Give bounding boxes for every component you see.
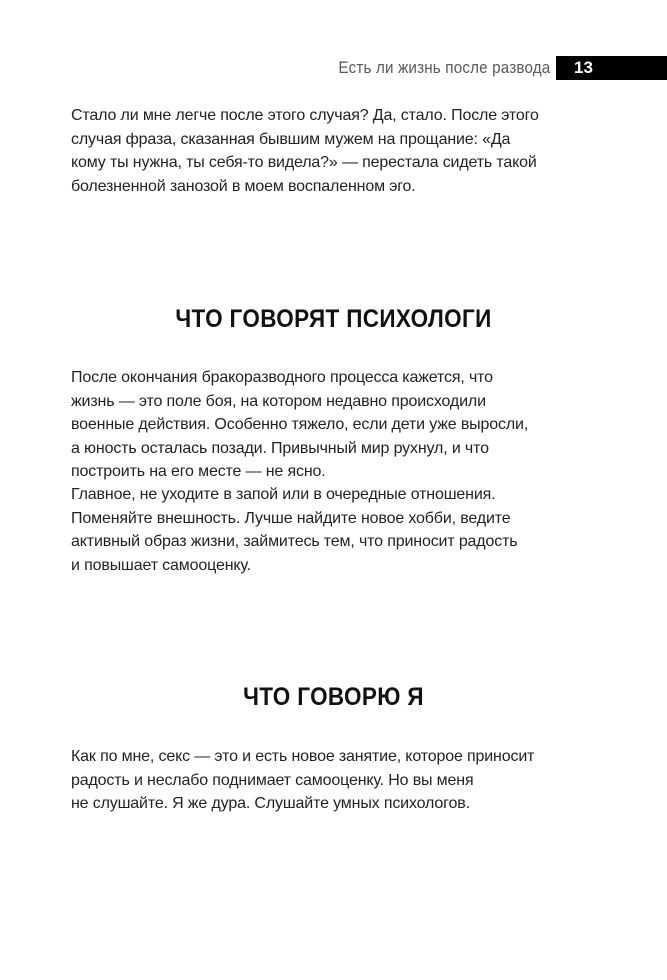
section-heading-me: ЧТО ГОВОРЮ Я: [243, 683, 424, 711]
psychologists-paragraph-2: [71, 483, 541, 577]
text-line: и повышает самооценку.: [71, 556, 251, 574]
me-paragraph-1: [71, 745, 541, 816]
page-number-box: [556, 56, 667, 80]
intro-paragraph: [71, 104, 541, 198]
text-line: военные действия. Особенно тяжело, если дети уже выросли,: [71, 416, 529, 434]
text-line: радость и неслабо поднимает самооценку. Но вы меня: [71, 771, 474, 789]
text-line: Главное, не уходите в запой или в очередные отношения.: [71, 486, 496, 503]
text-line: Как по мне, секс — это и есть новое занятие, которое приносит: [71, 748, 535, 765]
running-title: Есть ли жизнь после развода: [337, 59, 550, 77]
text-line: кому ты нужна, ты себя-то видела?» — перестала сидеть такой: [71, 154, 537, 172]
text-line: болезненной занозой в моем воспаленном эго.: [71, 177, 416, 195]
running-header: [0, 56, 667, 80]
text-line: После окончания бракоразводного процесса кажется, что: [71, 369, 493, 386]
text-line: жизнь — это поле боя, на котором недавно происходили: [71, 392, 486, 410]
text-line: построить на его месте — не ясно.: [71, 463, 326, 481]
text-line: случая фраза, сказанная бывшим мужем на прощание: «Да: [71, 130, 511, 148]
page-number: 13: [574, 58, 593, 77]
section-heading-psychologists: ЧТО ГОВОРЯТ ПСИХОЛОГИ: [175, 305, 492, 333]
text-line: активный образ жизни, займитесь тем, что приносит радость: [71, 533, 518, 551]
text-line: а юность осталась позади. Привычный мир рухнул, и что: [71, 439, 489, 457]
text-line: Стало ли мне легче после этого случая? Да, стало. После этого: [71, 107, 539, 124]
psychologists-paragraph-1: [71, 366, 541, 484]
text-line: Поменяйте внешность. Лучше найдите новое хобби, ведите: [71, 509, 511, 527]
text-line: не слушайте. Я же дура. Слушайте умных психологов.: [71, 795, 470, 813]
